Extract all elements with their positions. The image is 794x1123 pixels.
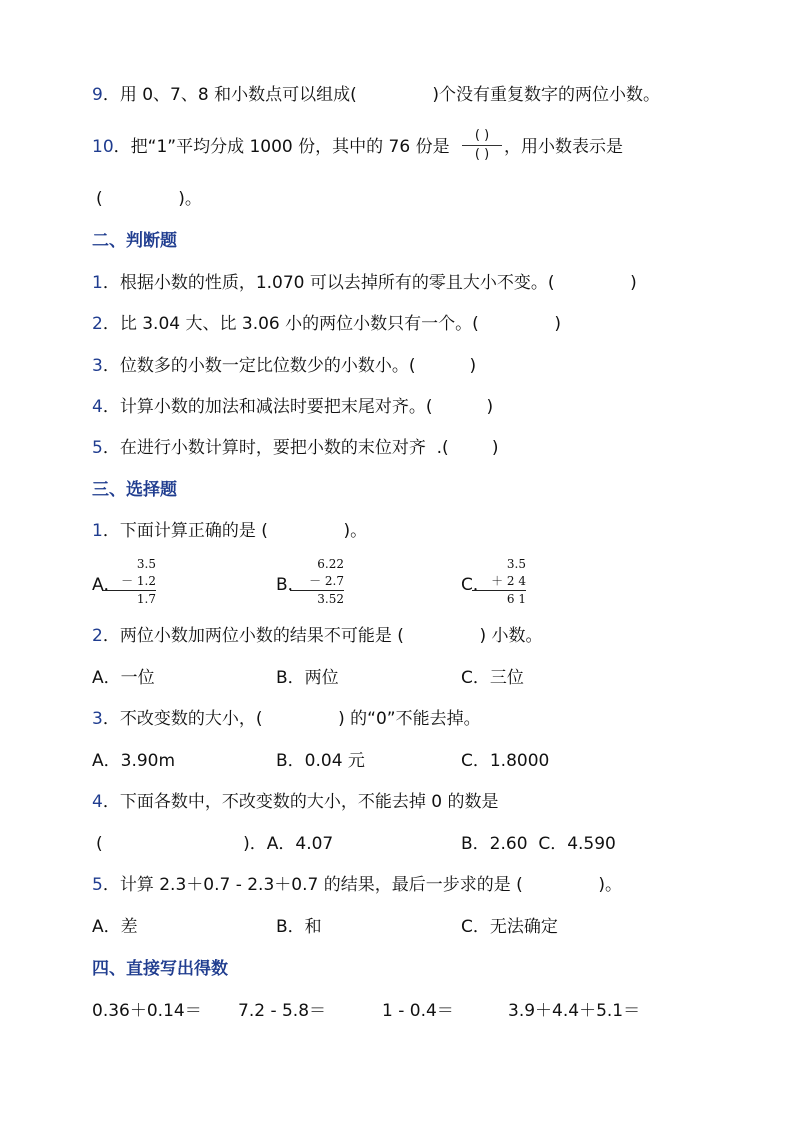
option-b: B．两位 (276, 668, 339, 688)
option-b: B．0.04 元 (276, 751, 365, 771)
choice-q3 (92, 708, 481, 730)
calc-item-4: 3.9＋4.4＋5.1＝ (508, 1001, 641, 1021)
choice-q2 (92, 625, 543, 647)
question-10 (92, 136, 450, 158)
question-number: 3 (92, 709, 103, 729)
question-text: ．在进行小数计算时，要把小数的末位对齐 .( ) (102, 438, 499, 458)
option-a: A．差 (92, 917, 138, 937)
judge-item-1 (92, 272, 637, 294)
calc-operand: － 2.7 (309, 574, 344, 588)
question-text: ．把“1”平均分成 1000 份，其中的 76 份是 (113, 137, 450, 157)
question-number: 1 (92, 273, 103, 293)
question-text: ．两位小数加两位小数的结果不可能是 ( ) 小数。 (102, 626, 543, 646)
question-text-cont: ，用小数表示是 (504, 137, 623, 157)
question-9 (92, 84, 660, 106)
option-label-c: C． (461, 575, 490, 595)
calc-result: 1.7 (136, 592, 156, 606)
calc-top: 6.22 (317, 557, 344, 571)
question-text: ．比 3.04 大、比 3.06 小的两位小数只有一个。( ) (102, 314, 562, 334)
judge-item-2 (92, 313, 561, 335)
vertical-calc-c (472, 556, 526, 608)
judge-item-3 (92, 355, 476, 377)
question-number: 5 (92, 875, 103, 895)
question-number: 4 (92, 397, 103, 417)
option-b: B．和 (276, 917, 322, 937)
calc-operand: － 1.2 (121, 574, 156, 588)
question-text: ．用 0、7、8 和小数点可以组成( )个没有重复数字的两位小数。 (102, 85, 661, 105)
option-c: C．1.8000 (461, 751, 550, 771)
vertical-calc-b (290, 556, 344, 608)
calc-operand: ＋ 2 4 (491, 574, 526, 588)
vertical-calc-a (102, 556, 156, 608)
question-number: 1 (92, 521, 103, 541)
question-number: 4 (92, 792, 103, 812)
question-text: ．计算小数的加法和减法时要把末尾对齐。( ) (102, 397, 494, 417)
question-text: ．下面计算正确的是 ( )。 (102, 521, 368, 541)
calc-item-1: 0.36＋0.14＝ (92, 1001, 202, 1021)
question-number: 5 (92, 438, 103, 458)
calc-result: 6 1 (506, 592, 526, 606)
judge-item-4 (92, 396, 493, 418)
calc-result: 3.52 (317, 592, 344, 606)
judge-item-5 (92, 437, 499, 459)
question-number: 3 (92, 356, 103, 376)
option-a: A．3.90m (92, 751, 176, 771)
choice-q4 (92, 791, 498, 813)
question-number: 10 (92, 137, 114, 157)
fraction-blank (462, 128, 502, 163)
option-c: C．三位 (461, 668, 524, 688)
option-label-b: B． (276, 575, 305, 595)
question-number: 9 (92, 85, 103, 105)
question-text: ．下面各数中，不改变数的大小，不能去掉 0 的数是 (102, 792, 499, 812)
question-text: ．位数多的小数一定比位数少的小数小。( ) (102, 356, 477, 376)
choice-q1 (92, 520, 367, 542)
calc-item-3: 1 - 0.4＝ (382, 1001, 454, 1021)
question-text: ．根据小数的性质，1.070 可以去掉所有的零且大小不变。( ) (102, 273, 637, 293)
section-title-choice: 三、选择题 (92, 480, 177, 500)
question-text: ．计算 2.3＋0.7 - 2.3＋0.7 的结果，最后一步求的是 ( )。 (102, 875, 623, 895)
option-label-a: A． (92, 575, 121, 595)
option-a: A．一位 (92, 668, 155, 688)
fraction-numerator: ( ) (474, 128, 490, 143)
question-text: ．不改变数的大小，( ) 的“0”不能去掉。 (102, 709, 481, 729)
calc-top: 3.5 (136, 557, 156, 571)
question-number: 2 (92, 626, 103, 646)
calc-top: 3.5 (506, 557, 526, 571)
option-bc: B．2.60 C．4.590 (461, 834, 616, 854)
section-title-calc: 四、直接写出得数 (92, 959, 228, 979)
option-c: C．无法确定 (461, 917, 558, 937)
section-title-judge: 二、判断题 (92, 231, 177, 251)
question-number: 2 (92, 314, 103, 334)
calc-item-2: 7.2 - 5.8＝ (238, 1001, 327, 1021)
fraction-denominator: ( ) (474, 147, 490, 162)
answer-blank: ( )。 (96, 189, 202, 209)
choice-q5 (92, 874, 622, 896)
choice-q4-blank-and-a: ( )．A．4.07 (96, 834, 334, 854)
